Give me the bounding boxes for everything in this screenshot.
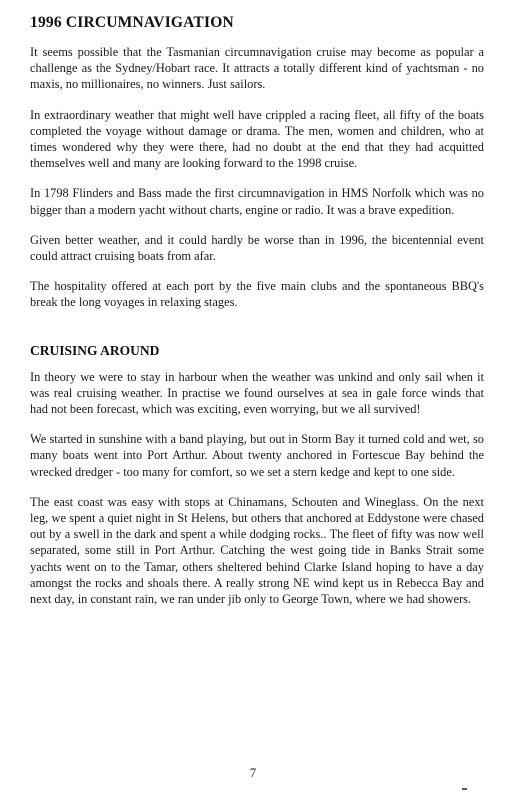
paragraph: The hospitality offered at each port by the five main clubs and the spontaneous BBQ's break the long voyages in relaxing stages.: [30, 279, 484, 310]
document-page: [30, 14, 484, 621]
section-heading-circumnavigation: 1996 CIRCUMNAVIGATION: [30, 14, 234, 31]
paragraph: It seems possible that the Tasmanian circumnavigation cruise may become as popular a challenge as the Sydney/Hobart race. It attracts a totally different kind of yachtsman - no maxis, no millionaires, no winners. Just sailors.: [30, 45, 484, 92]
page-number: 7: [249, 766, 257, 780]
section-heading-cruising-around: CRUISING AROUND: [30, 342, 160, 358]
paragraph: In theory we were to stay in harbour when the weather was unkind and only sail when it was real cruising weather. In practise we found ourselves at sea in gale force winds that had not been forecast, which was exciting, even worrying, but we all survived!: [30, 369, 484, 417]
scan-mark: [462, 788, 467, 790]
paragraph: In extraordinary weather that might well have crippled a racing fleet, all fifty of the boats completed the voyage without damage or drama. The men, women and children, who at times wondered why they were there, had no doubt at the end that they had acquitted themselves well and many are looking forward to the 1998 cruise.: [30, 107, 484, 171]
paragraph: We started in sunshine with a band playing, but out in Storm Bay it turned cold and wet, so many boats went into Port Arthur. About twenty anchored in Fortescue Bay behind the wrecked dredger - too many for comfort, so we set a stern kedge and kept to one side.: [30, 432, 484, 479]
paragraph: In 1798 Flinders and Bass made the first circumnavigation in HMS Norfolk which was no bigger than a modern yacht without charts, engine or radio. It was a brave expedition.: [30, 186, 484, 217]
paragraph: Given better weather, and it could hardly be worse than in 1996, the bicentennial event could attract cruising boats from afar.: [30, 232, 484, 264]
paragraph: The east coast was easy with stops at Chinamans, Schouten and Wineglass. On the next leg, we spent a quiet night in St Helens, but others that anchored at Eddystone were chased out by a swell in the dark and spent a while dodging rocks.. The fleet of fifty was now well separated, some still in Port Arthur. Catching the west going tide in Banks Strait some yachts went on to the Tamar, others sheltered behind Clarke Island hoping to have a day amongst the rocks and shoals there. A really strong NE wind kept us in Rebecca Bay and next day, in constant rain, we ran under jib only to George Town, where we had showers.: [30, 494, 484, 607]
